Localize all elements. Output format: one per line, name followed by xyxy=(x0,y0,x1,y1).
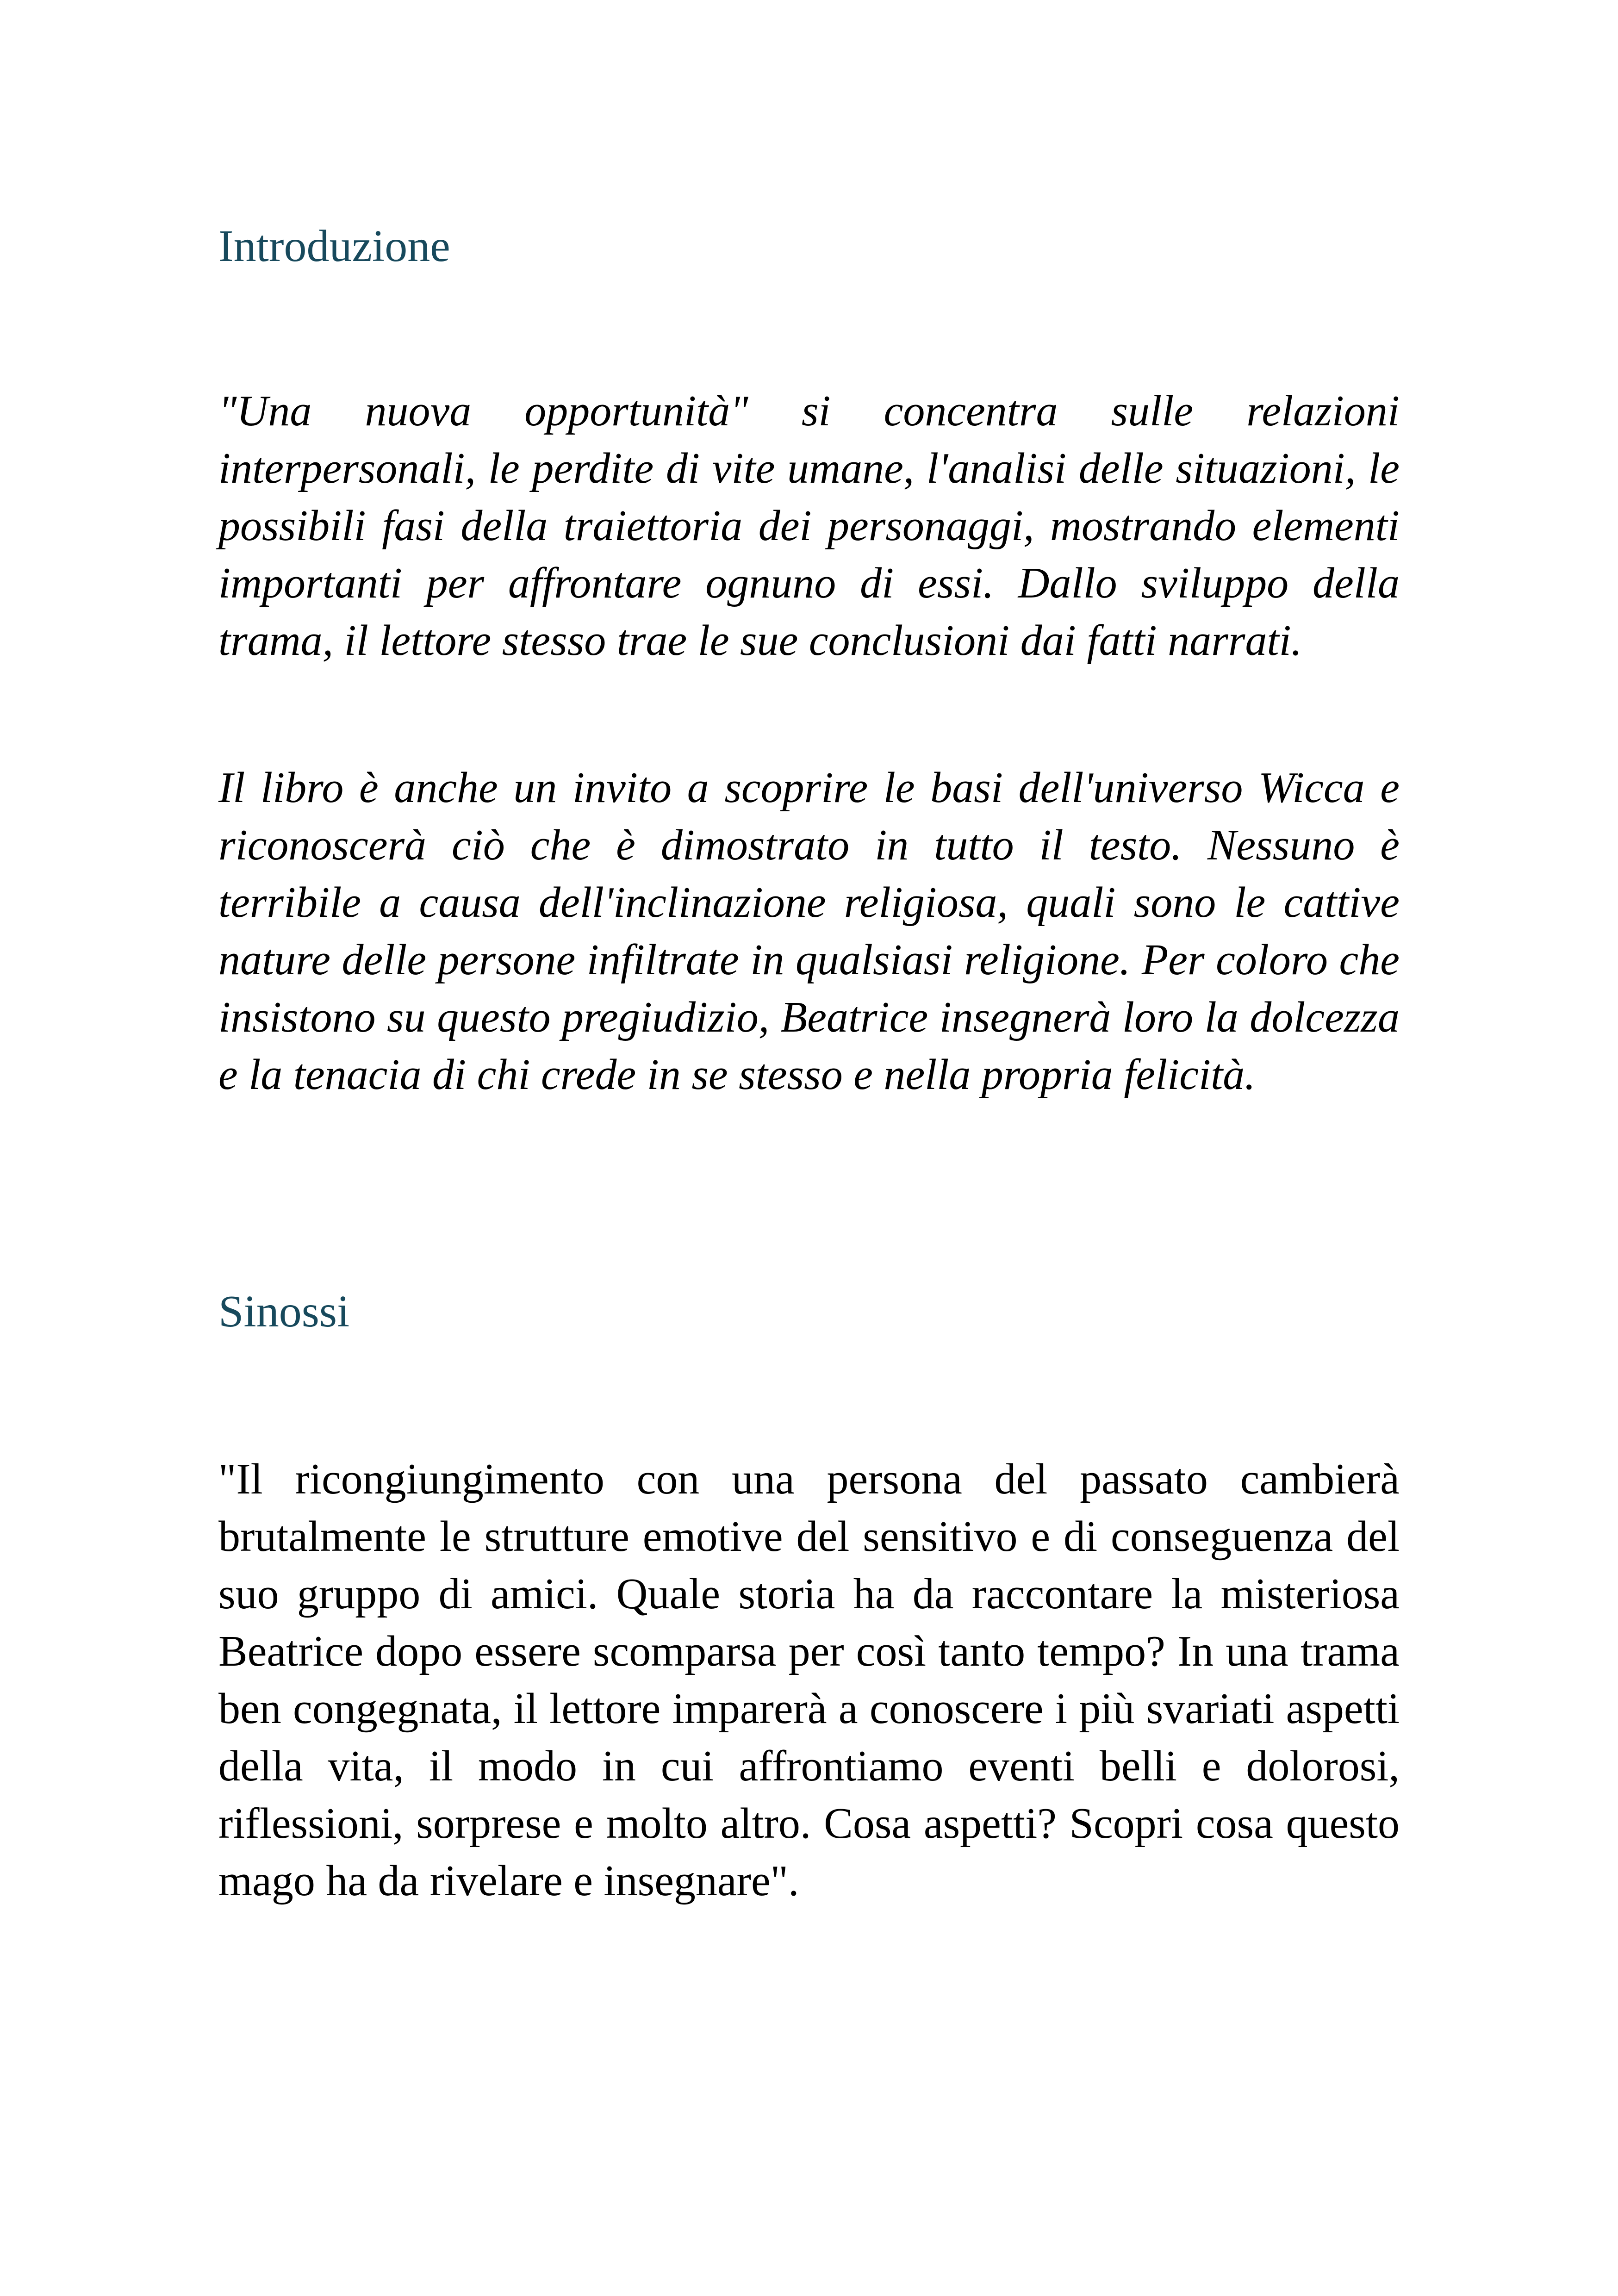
synopsis-paragraph: "Il ricongiungimento con una persona del passato cambierà brutalmente le strutture emotive del sensitivo e di conseguenza del suo gruppo di amici. Quale storia ha da raccontare la misteriosa Beatrice dopo essere scomparsa per così tanto tempo? In una trama ben congegnata, il lettore imparerà a conoscere i più svariati aspetti della vita, il modo in cui affrontiamo eventi belli e dolorosi, riflessioni, sorprese e molto altro. Cosa aspetti? Scopri cosa questo mago ha da rivelare e insegnare". xyxy=(218,1455,1400,1905)
introduction-paragraph-2: Il libro è anche un invito a scoprire le basi dell'universo Wicca e riconoscerà ciò che è dimostrato in tutto il testo. Nessuno è terribile a causa dell'inclinazione religiosa, quali sono le cattive nature delle persone infiltrate in qualsiasi religione. Per coloro che insistono su questo pregiudizio, Beatrice insegnerà loro la dolcezza e la tenacia di chi crede in se stesso e nella propria felicità. xyxy=(218,764,1400,1099)
introduction-paragraph-1: "Una nuova opportunità" si concentra sulle relazioni interpersonali, le perdite di vite umane, l'analisi delle situazioni, le possibili fasi della traiettoria dei personaggi, mostrando elementi importanti per affrontare ognuno di essi. Dallo sviluppo della trama, il lettore stesso trae le sue conclusioni dai fatti narrati. xyxy=(218,387,1400,665)
introduction-heading: Introduzione xyxy=(218,221,450,271)
synopsis-heading: Sinossi xyxy=(218,1287,350,1337)
